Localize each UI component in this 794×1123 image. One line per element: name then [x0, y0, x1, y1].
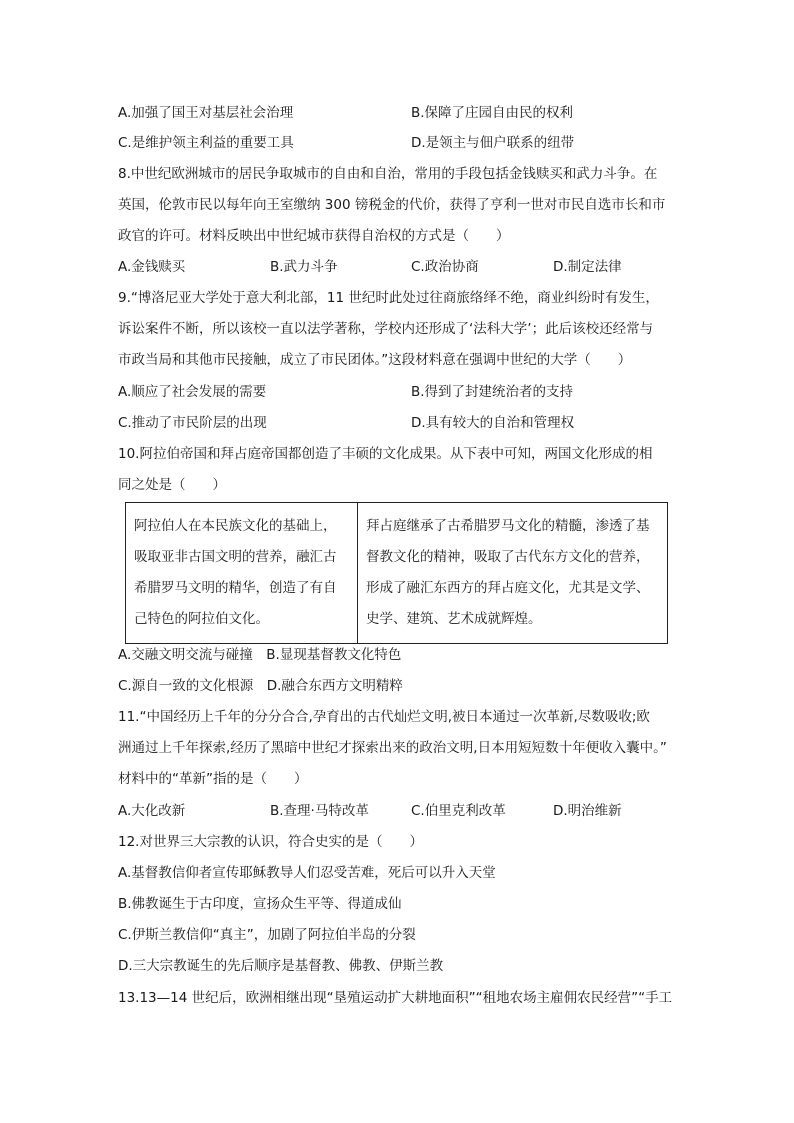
q8-option-b[interactable]: B.武力斗争	[270, 259, 338, 275]
q12-option-c[interactable]: C.伊斯兰教信仰“真主”，加剧了阿拉伯半岛的分裂	[118, 927, 416, 943]
q12-option-a[interactable]: A.基督教信仰者宣传耶稣教导人们忍受苦难，死后可以升入天堂	[118, 865, 496, 881]
q7-option-a[interactable]: A.加强了国王对基层社会治理	[118, 105, 294, 121]
q9-option-c[interactable]: C.推动了市民阶层的出现	[118, 415, 267, 431]
q11-option-d[interactable]: D.明治维新	[553, 803, 622, 819]
q9-option-b[interactable]: B.得到了封建统治者的支持	[411, 384, 574, 400]
q8-option-a[interactable]: A.金钱赎买	[118, 259, 186, 275]
table-row	[126, 503, 668, 644]
q9-option-a[interactable]: A.顺应了社会发展的需要	[118, 384, 267, 400]
q9-stem-line-2: 诉讼案件不断，所以该校一直以法学著称，学校内还形成了‘法科大学’；此后该校还经常与	[118, 321, 654, 337]
byzantine-culture-cell: 拜占庭继承了古希腊罗马文化的精髓，渗透了基督教文化的精神，吸取了古代东方文化的营养，形成了融汇东西方的拜占庭文化，尤其是文学、史学、建筑、艺术成就辉煌。	[358, 503, 668, 644]
q13-stem-line-1: 13.13—14 世纪后，欧洲相继出现“垦殖运动扩大耕地面积”“租地农场主雇佣农民经营”“手工	[118, 990, 673, 1006]
q7-option-d[interactable]: D.是领主与佃户联系的纽带	[411, 135, 575, 151]
q12-stem: 12.对世界三大宗教的认识，符合史实的是（ ）	[118, 834, 423, 850]
q9-stem-line-1: 9.“博洛尼亚大学处于意大利北部，11 世纪时此处过往商旅络绎不绝，商业纠纷时有发生，	[118, 290, 659, 306]
q11-option-b[interactable]: B.查理·马特改革	[270, 803, 369, 819]
q10-options-cd[interactable]: C.源自一致的文化根源 D.融合东西方文明精粹	[118, 678, 403, 694]
q10-stem-line-2: 同之处是（ ）	[118, 477, 226, 493]
q10-options-ab[interactable]: A.交融文明交流与碰撞 B.显现基督教文化特色	[118, 647, 402, 663]
q11-option-a[interactable]: A.大化改新	[118, 803, 186, 819]
q8-stem-line-1: 8.中世纪欧洲城市的居民争取城市的自由和自治，常用的手段包括金钱赎买和武力斗争。在	[118, 166, 658, 182]
q7-option-b[interactable]: B.保障了庄园自由民的权利	[411, 105, 574, 121]
q9-stem-line-3: 市政当局和其他市民接触，成立了市民团体。”这段材料意在强调中世纪的大学（ ）	[118, 352, 632, 368]
q11-option-c[interactable]: C.伯里克利改革	[411, 803, 506, 819]
q11-stem-line-2: 洲通过上千年探索,经历了黑暗中世纪才探索出来的政治文明,日本用短短数十年便收入囊中。”	[118, 740, 667, 756]
q11-stem-line-1: 11.“中国经历上千年的分分合合,孕育出的古代灿烂文明,被日本通过一次革新,尽数吸收;欧	[118, 709, 650, 725]
q11-stem-line-3: 材料中的“革新”指的是（ ）	[118, 771, 308, 787]
q12-option-d[interactable]: D.三大宗教诞生的先后顺序是基督教、佛教、伊斯兰教	[118, 958, 444, 974]
q8-stem-line-2: 英国，伦敦市民以每年向王室缴纳 300 镑税金的代价，获得了亨利一世对市民自选市长和市	[118, 197, 666, 213]
q12-option-b[interactable]: B.佛教诞生于古印度，宣扬众生平等、得道成仙	[118, 896, 402, 912]
q10-stem-line-1: 10.阿拉伯帝国和拜占庭帝国都创造了丰硕的文化成果。从下表中可知，两国文化形成的相	[118, 446, 653, 462]
q8-option-c[interactable]: C.政治协商	[411, 259, 479, 275]
q8-stem-line-3: 政官的许可。材料反映出中世纪城市获得自治权的方式是（ ）	[118, 228, 510, 244]
q10-comparison-table	[125, 502, 668, 644]
q8-option-d[interactable]: D.制定法律	[553, 259, 622, 275]
arab-culture-cell: 阿拉伯人在本民族文化的基础上，吸取亚非古国文明的营养，融汇古希腊罗马文明的精华，创造了有自己特色的阿拉伯文化。	[126, 503, 358, 644]
q7-option-c[interactable]: C.是维护领主利益的重要工具	[118, 135, 294, 151]
q9-option-d[interactable]: D.具有较大的自治和管理权	[411, 415, 575, 431]
